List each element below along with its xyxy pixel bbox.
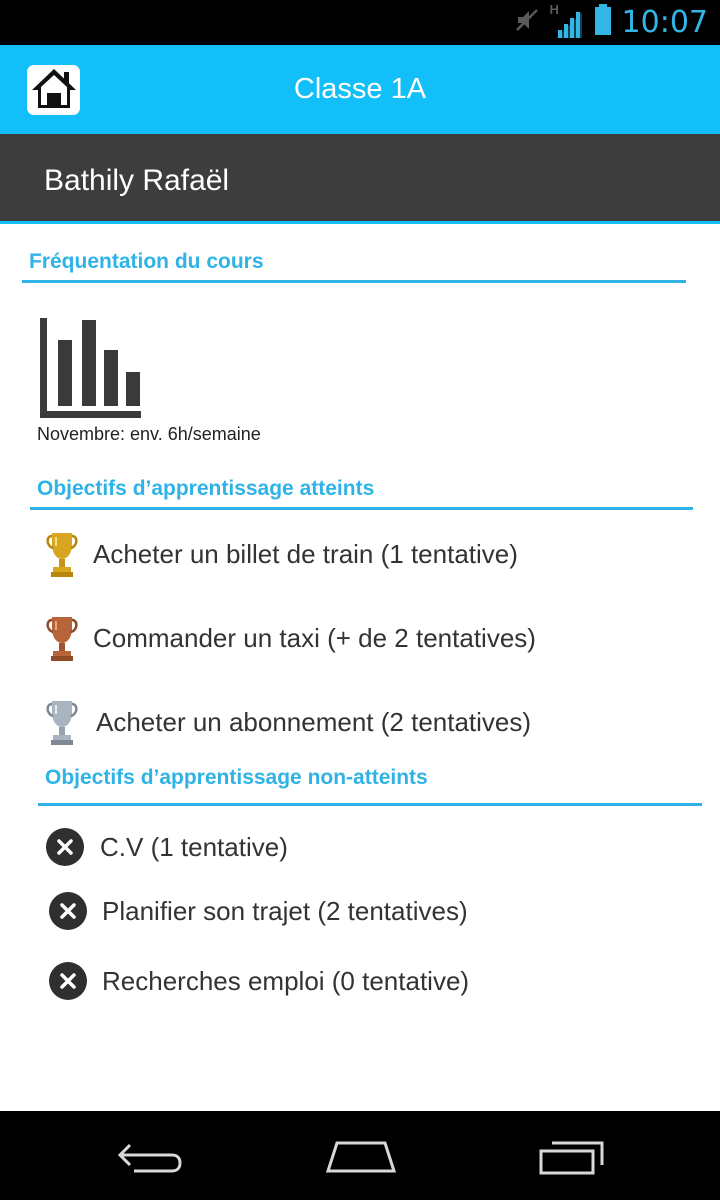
student-name-bar	[0, 134, 720, 224]
back-icon[interactable]	[116, 1137, 184, 1180]
attendance-summary: Novembre: env. 6h/semaine	[37, 424, 261, 444]
status-bar	[0, 0, 720, 45]
close-circle-icon	[49, 962, 87, 1000]
status-time: 10:07	[621, 5, 708, 40]
navigation-bar	[0, 1111, 720, 1200]
achieved-goal-label: Acheter un abonnement (2 tentatives)	[96, 706, 532, 737]
attendance-divider	[22, 280, 686, 283]
recents-icon[interactable]	[538, 1137, 606, 1182]
list-item[interactable]	[45, 614, 536, 662]
home-button[interactable]	[27, 65, 80, 115]
achieved-goal-label: Commander un taxi (+ de 2 tentatives)	[93, 622, 536, 653]
not-achieved-goal-label: Recherches emploi (0 tentative)	[102, 965, 470, 996]
list-item[interactable]	[45, 530, 518, 578]
not-achieved-goal-label: C.V (1 tentative)	[100, 831, 288, 862]
home-nav-icon[interactable]	[325, 1137, 397, 1180]
achieved-divider	[30, 507, 693, 510]
list-item[interactable]	[49, 962, 469, 1000]
list-item[interactable]	[45, 698, 531, 746]
not-achieved-goal-label: Planifier son trajet (2 tentatives)	[102, 895, 468, 926]
not-achieved-divider	[38, 803, 702, 806]
home-icon	[30, 66, 78, 115]
not-achieved-section-title: Objectifs d’apprentissage non-atteints	[45, 766, 428, 789]
action-bar	[0, 45, 720, 134]
list-item[interactable]	[49, 892, 468, 930]
silver-trophy-icon	[45, 698, 79, 746]
bronze-trophy-icon	[45, 614, 79, 662]
battery-icon	[594, 4, 612, 41]
gold-trophy-icon	[45, 530, 79, 578]
mute-icon	[514, 7, 540, 38]
close-circle-icon	[49, 892, 87, 930]
close-circle-icon	[46, 828, 84, 866]
bar-chart-icon	[40, 318, 142, 420]
page-title: Classe 1A	[293, 73, 427, 105]
status-icons	[514, 0, 708, 45]
attendance-section-title: Fréquentation du cours	[29, 250, 264, 273]
achieved-section-title: Objectifs d’apprentissage atteints	[37, 477, 375, 500]
achieved-goal-label: Acheter un billet de train (1 tentative)	[93, 538, 518, 569]
list-item[interactable]	[46, 828, 288, 866]
student-name: Bathily Rafaël	[44, 164, 230, 197]
signal-icon	[549, 1, 584, 40]
network-type-label: H	[549, 1, 559, 17]
